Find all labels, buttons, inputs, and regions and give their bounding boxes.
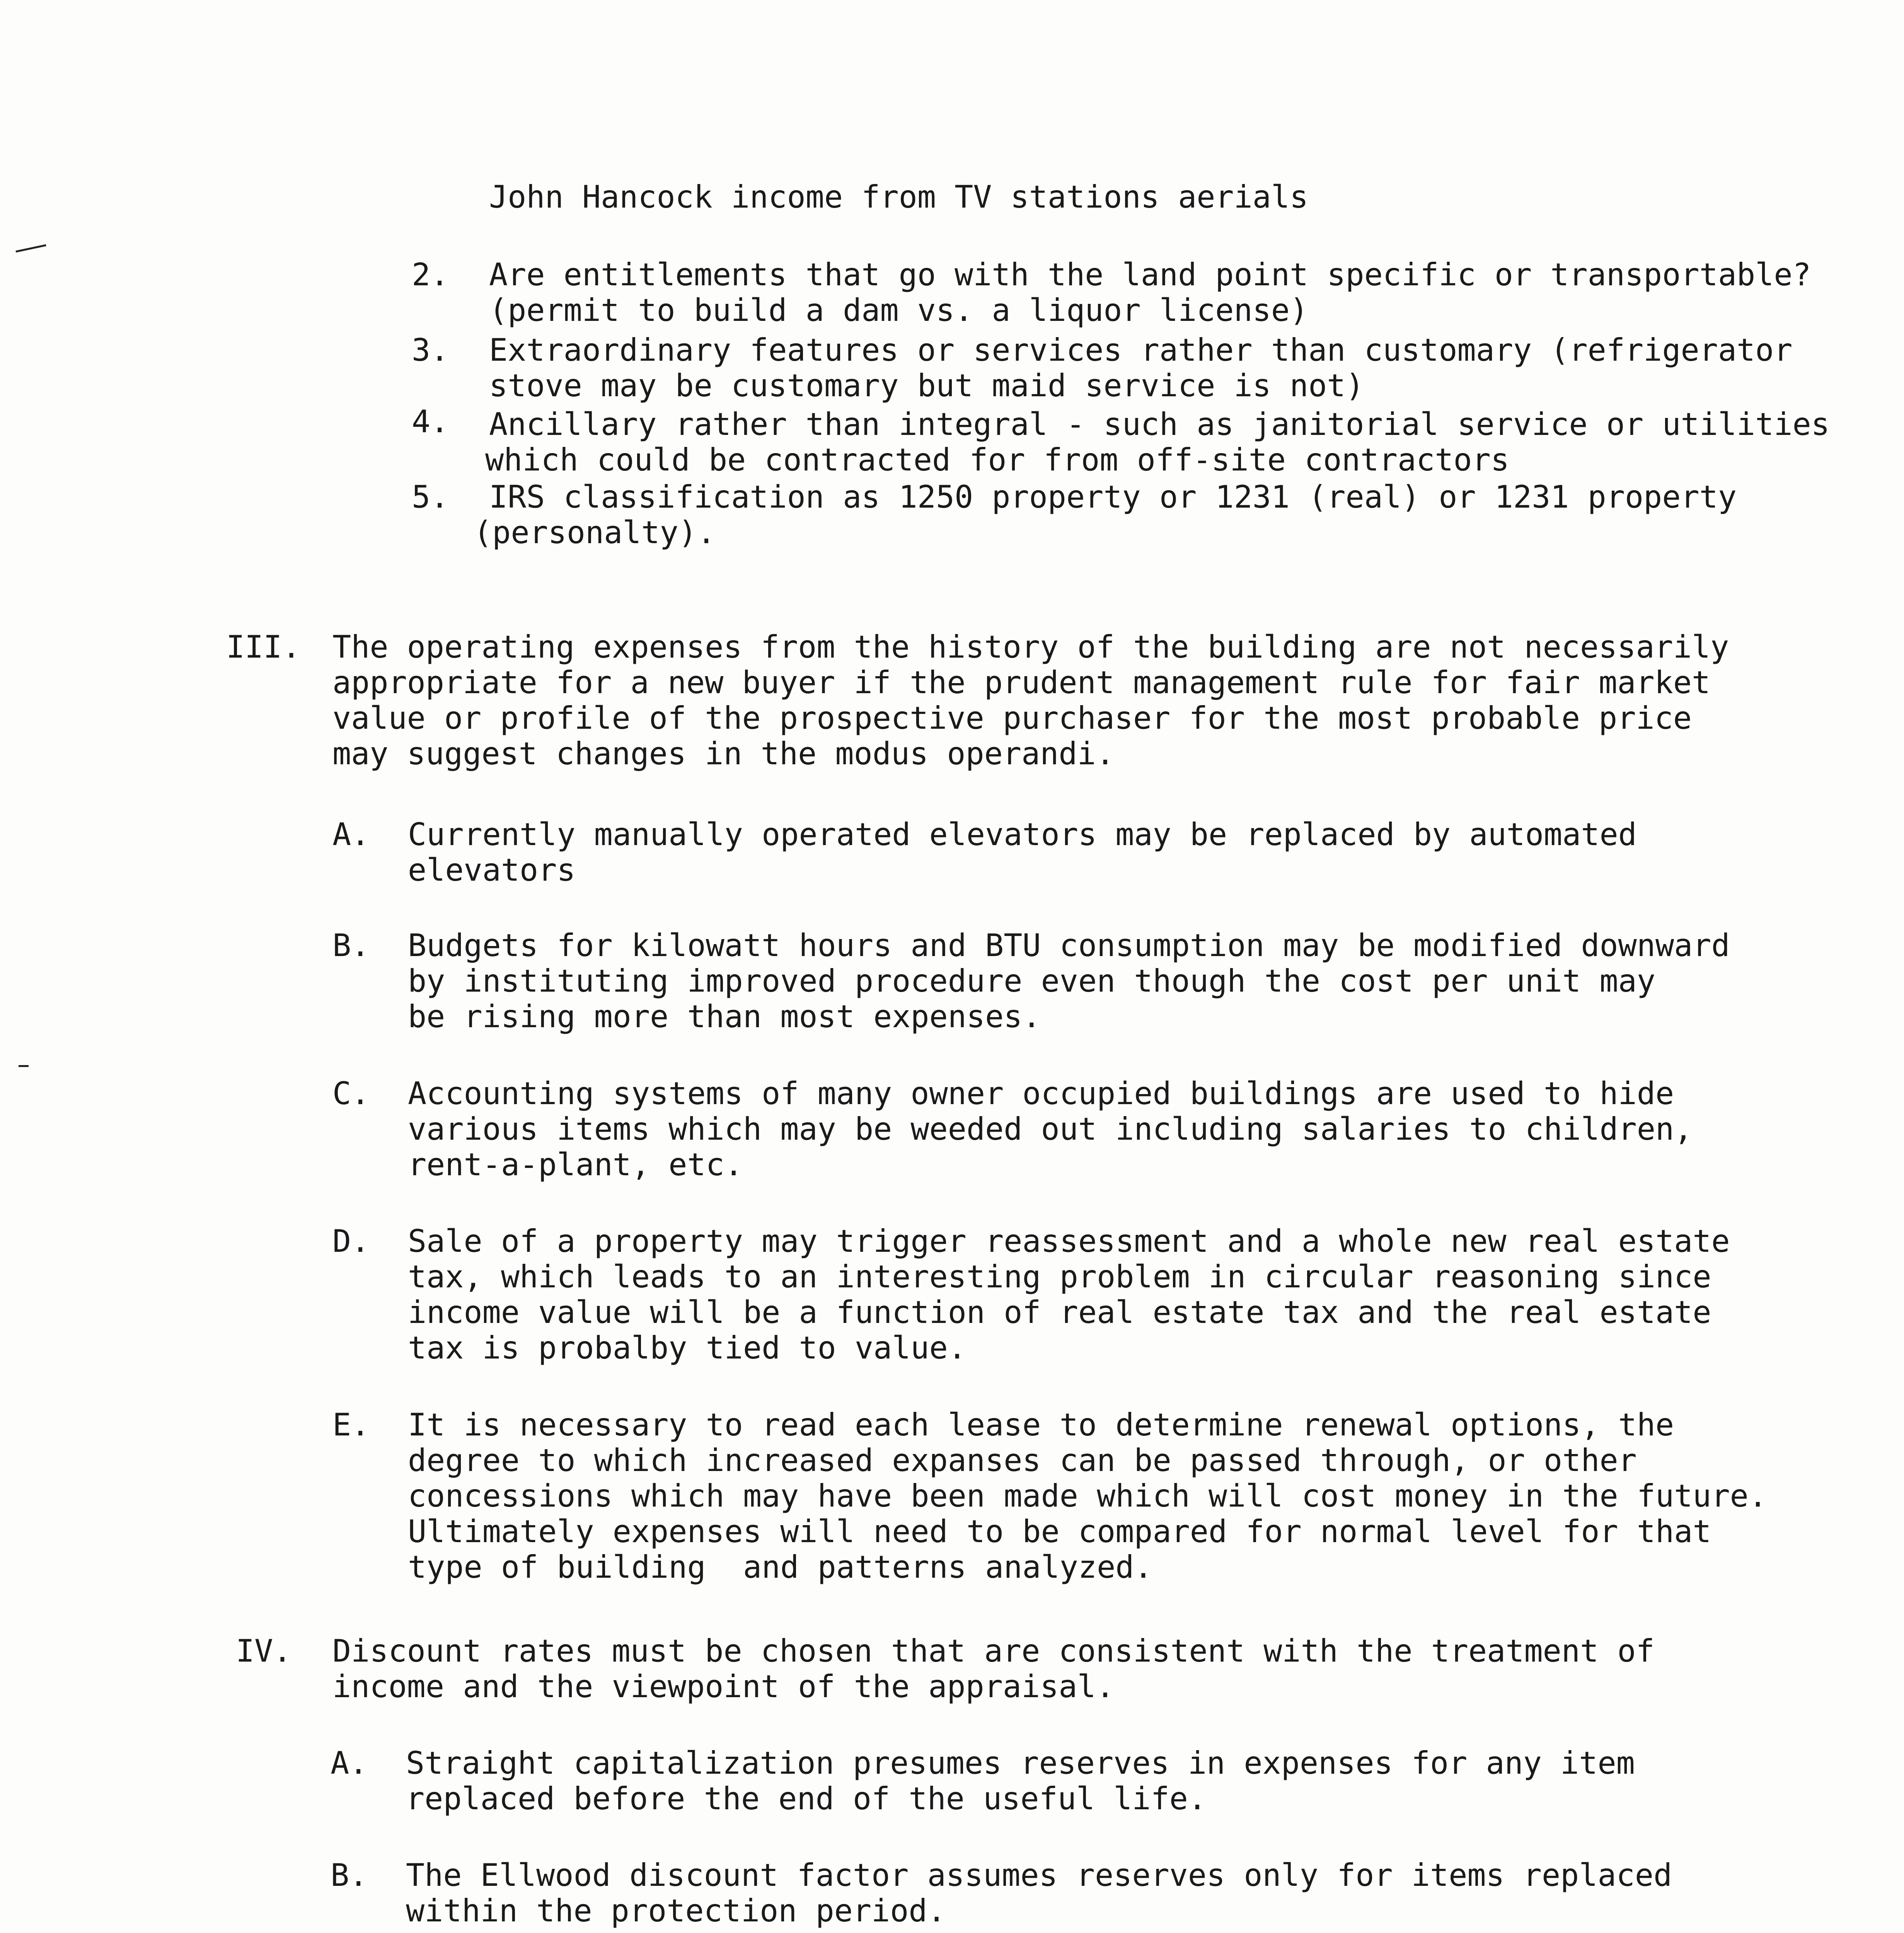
item-4-line-1: Ancillary rather than integral - such as janitorial service or utilities: [489, 406, 1830, 442]
margin-mark-top: [15, 244, 46, 253]
section-iii-item-b-line-2: by instituting improved procedure even though the cost per unit may: [408, 963, 1655, 999]
section-iii-line-4: may suggest changes in the modus operandi.: [332, 736, 1115, 772]
section-iii-item-c-line-2: various items which may be weeded out including salaries to children,: [408, 1111, 1693, 1147]
margin-mark-middle: [19, 1065, 29, 1067]
item-3-number: 3.: [412, 332, 449, 368]
section-iv-item-b-line-2: within the protection period.: [406, 1893, 946, 1929]
item-2-line-2: (permit to build a dam vs. a liquor license): [489, 292, 1309, 328]
header-line: John Hancock income from TV stations aerials: [489, 179, 1309, 215]
section-iii-item-d-line-4: tax is probalby tied to value.: [408, 1330, 966, 1366]
section-iii-item-e-line-5: type of building and patterns analyzed.: [408, 1549, 1153, 1585]
item-2-number: 2.: [412, 257, 449, 293]
section-iv-item-b-letter: B.: [331, 1857, 368, 1893]
section-iii-item-e-line-1: It is necessary to read each lease to determine renewal options, the: [408, 1407, 1674, 1443]
section-iii-item-b-line-3: be rising more than most expenses.: [408, 999, 1041, 1035]
section-iii-item-c-line-1: Accounting systems of many owner occupied buildings are used to hide: [408, 1076, 1674, 1111]
section-iii-item-e-line-3: concessions which may have been made which will cost money in the future.: [408, 1478, 1767, 1514]
section-iii-item-e-letter: E.: [332, 1407, 370, 1443]
item-3-line-1: Extraordinary features or services rather than customary (refrigerator: [489, 332, 1793, 368]
section-iv-line-2: income and the viewpoint of the appraisal.: [332, 1669, 1115, 1705]
section-iii-line-2: appropriate for a new buyer if the prudent management rule for fair market: [332, 665, 1711, 701]
section-iv-item-b-line-1: The Ellwood discount factor assumes reserves only for items replaced: [406, 1857, 1672, 1893]
section-iii-numeral: III.: [226, 629, 301, 665]
item-3-line-2: stove may be customary but maid service is not): [489, 368, 1364, 404]
section-iii-item-a-line-2: elevators: [408, 852, 576, 888]
section-iii-item-d-line-3: income value will be a function of real estate tax and the real estate: [408, 1294, 1711, 1330]
section-iii-item-d-line-1: Sale of a property may trigger reassessment and a whole new real estate: [408, 1223, 1730, 1259]
section-iv-item-a-letter: A.: [331, 1745, 368, 1781]
section-iii-item-a-line-1: Currently manually operated elevators may be replaced by automated: [408, 816, 1637, 852]
item-4-number: 4.: [412, 404, 449, 440]
section-iii-item-d-letter: D.: [332, 1223, 370, 1259]
section-iv-item-a-line-2: replaced before the end of the useful life.: [406, 1781, 1207, 1817]
item-2-line-1: Are entitlements that go with the land point specific or transportable?: [489, 257, 1811, 293]
section-iii-item-d-line-2: tax, which leads to an interesting problem in circular reasoning since: [408, 1259, 1711, 1295]
section-iii-item-a-letter: A.: [332, 816, 370, 852]
item-5-number: 5.: [412, 479, 449, 515]
item-5-line-1: IRS classification as 1250 property or 1231 (real) or 1231 property: [489, 479, 1737, 515]
section-iii-item-b-letter: B.: [332, 927, 370, 963]
item-4-line-2: which could be contracted for from off-site contractors: [485, 442, 1510, 478]
section-iv-item-a-line-1: Straight capitalization presumes reserves in expenses for any item: [406, 1745, 1635, 1781]
section-iii-line-1: The operating expenses from the history of the building are not necessarily: [332, 629, 1729, 665]
section-iv-numeral: IV.: [236, 1633, 292, 1669]
section-iii-line-3: value or profile of the prospective purchaser for the most probable price: [332, 700, 1692, 736]
section-iii-item-c-letter: C.: [332, 1076, 370, 1111]
section-iv-line-1: Discount rates must be chosen that are consistent with the treatment of: [332, 1633, 1655, 1669]
section-iii-item-e-line-4: Ultimately expenses will need to be compared for normal level for that: [408, 1514, 1711, 1549]
section-iii-item-e-line-2: degree to which increased expanses can be passed through, or other: [408, 1442, 1637, 1478]
item-5-line-2: (personalty).: [474, 515, 716, 551]
section-iii-item-b-line-1: Budgets for kilowatt hours and BTU consumption may be modified downward: [408, 927, 1730, 963]
section-iii-item-c-line-3: rent-a-plant, etc.: [408, 1147, 743, 1183]
